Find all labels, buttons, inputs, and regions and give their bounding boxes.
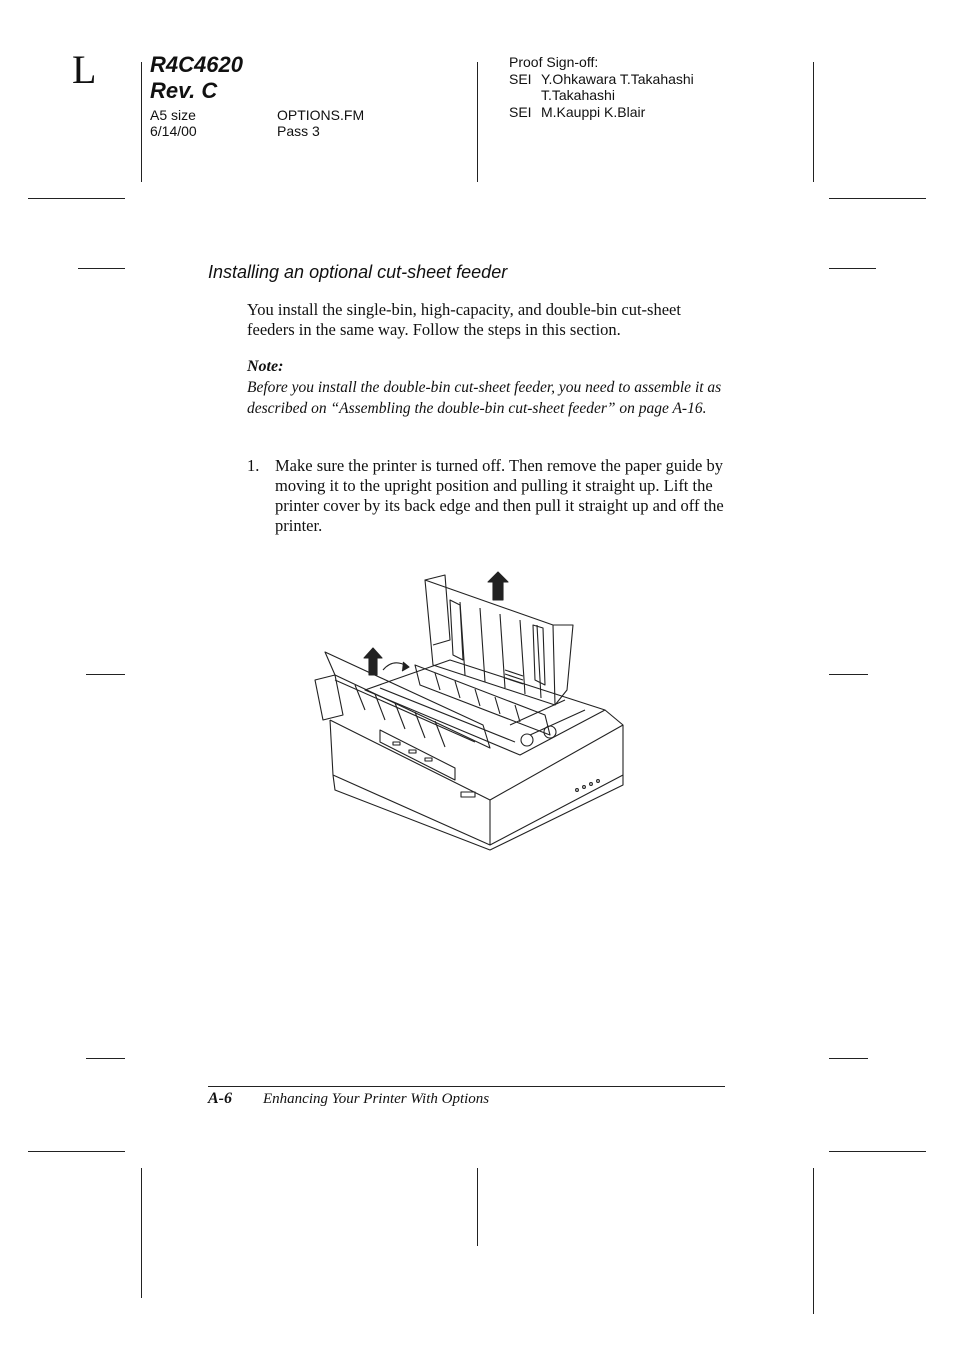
indicator-light-1 [576,789,579,792]
indicator-light-4 [597,780,600,783]
paper-guide-right-edge [553,625,573,705]
margin-mark-right-1 [829,268,876,269]
control-button-3 [425,758,432,761]
paper-guide-left-edge [425,575,450,645]
section-title: Installing an optional cut-sheet feeder [208,262,508,282]
step-text: Make sure the printer is turned off. Then remove the paper guide by moving it to the upright position and pulling it straight up. Lift the printer cover by its back edge and then pull it straight up and off the printer. [275,456,724,535]
doc-code-block [150,52,243,104]
proof-signoff-label: Proof Sign-off: [509,54,599,70]
margin-mark-left-1 [78,268,125,269]
control-button-1 [393,742,400,745]
crop-mark-left-bottom [141,1168,142,1298]
signoff-names-2: T.Takahashi [541,87,615,103]
crop-mark-center-bottom [477,1168,478,1246]
platen-knob-left [521,734,533,746]
pass-number: Pass 3 [277,123,320,139]
platen-rollers [510,700,585,735]
paper-guide [425,580,555,705]
printer-logo-badge [461,792,475,797]
crop-mark-bottom-right-h [829,1151,926,1152]
indicator-light-2 [583,786,586,789]
doc-code: R4C4620 [150,52,243,77]
printer-base-bottom [333,775,623,850]
crop-mark-left-top [141,62,142,182]
margin-mark-right-3 [829,1058,868,1059]
signoff-names-1: Y.Ohkawara T.Takahashi [541,71,694,87]
note-label: Note: [247,358,284,375]
paper-size: A5 size [150,107,196,123]
file-name: OPTIONS.FM [277,107,365,123]
platen-knob-right [544,726,556,738]
signoff-org-3: SEI [509,104,532,120]
page-number: A-6 [208,1090,232,1107]
printer-top-edge [330,720,623,800]
crop-mark-center-top [477,62,478,182]
crop-mark-top-left-h [28,198,125,199]
margin-mark-left-3 [86,1058,125,1059]
margin-mark-right-2 [829,674,868,675]
doc-revision: Rev. C [150,78,218,103]
printer-illustration [305,570,635,855]
paper-guide-left-slider [450,600,463,660]
step-number: 1. [247,456,260,475]
intro-paragraph: You install the single-bin, high-capacity, and double-bin cut-sheet feeders in the same way. Follow the steps in this section. [247,300,681,339]
signoff-org-1: SEI [509,71,532,87]
page-side-letter: L [72,47,97,92]
crop-mark-right-bottom [813,1168,814,1314]
signoff-names-3: M.Kauppi K.Blair [541,104,646,120]
crop-mark-top-right-h [829,198,926,199]
margin-mark-left-2 [86,674,125,675]
arrow-up-paper-guide-icon [488,572,508,600]
crop-mark-bottom-left-h [28,1151,125,1152]
indicator-light-3 [590,783,593,786]
printer-front-window [380,730,455,780]
arrow-curve-head-icon [402,662,409,671]
doc-date: 6/14/00 [150,123,197,139]
chapter-title: Enhancing Your Printer With Options [263,1091,490,1107]
note-text: Before you install the double-bin cut-sheet feeder, you need to assemble it as described on “Assembling the double-bin cut-sheet feeder” on page A-16. [247,379,722,417]
paper-guide-grip-lines [505,670,523,684]
crop-mark-right-top [813,62,814,182]
footer-rule [208,1086,725,1087]
printer-base-outline [330,710,623,845]
control-button-2 [409,750,416,753]
